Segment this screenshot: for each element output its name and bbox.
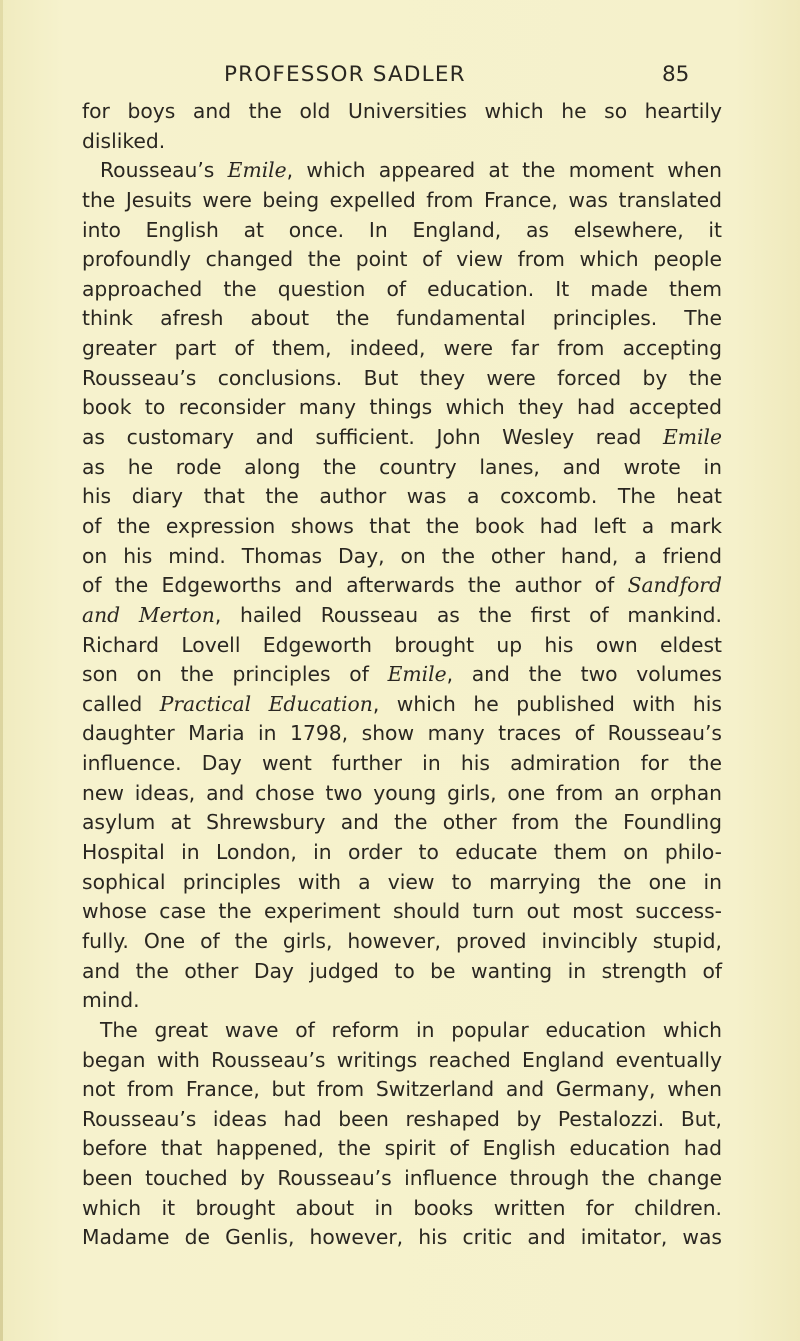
text-line xyxy=(82,660,722,690)
text-line: Rousseau’s conclusions. But they were forced by the xyxy=(82,365,722,390)
running-head: PROFESSOR SADLER xyxy=(224,62,466,87)
text-line xyxy=(82,571,722,601)
text-line xyxy=(82,690,722,720)
text-line: and the other Day judged to be wanting in strength of xyxy=(82,958,722,983)
text-line xyxy=(82,601,722,631)
text-line: not from France, but from Switzerland and Germany, when xyxy=(82,1077,722,1102)
text-line: on his mind. Thomas Day, on the other hand, a friend xyxy=(82,543,722,568)
body-text xyxy=(82,97,722,1253)
page-header xyxy=(0,62,800,92)
text-segment: son on the principles of xyxy=(82,662,388,687)
text-line: mind. xyxy=(82,988,140,1013)
text-segment: Rousseau’s xyxy=(100,158,228,183)
italic-title: Emile xyxy=(227,158,287,183)
text-line: for boys and the old Universities which he so heartily xyxy=(82,99,722,123)
text-segment: of the Edgeworths and afterwards the author of xyxy=(82,573,628,598)
text-segment: , which appeared at the moment when xyxy=(286,158,722,183)
text-line: profoundly changed the point of view from which people xyxy=(82,247,722,272)
text-line: Madame de Genlis, however, his critic and imitator, was xyxy=(82,1225,722,1250)
text-segment: called xyxy=(82,691,160,716)
text-line: think afresh about the fundamental principles. The xyxy=(82,306,722,331)
text-line: daughter Maria in 1798, show many traces of Rousseau’s xyxy=(82,721,722,746)
text-segment: , hailed Rousseau as the first of mankind. xyxy=(214,602,722,627)
text-line xyxy=(82,156,722,186)
text-line: began with Rousseau’s writings reached England eventually xyxy=(82,1047,722,1072)
text-line: Rousseau’s ideas had been reshaped by Pestalozzi. But, xyxy=(82,1106,722,1131)
text-line xyxy=(82,423,722,453)
text-line: influence. Day went further in his admiration for the xyxy=(82,751,722,776)
text-line: before that happened, the spirit of English education had xyxy=(82,1136,722,1161)
text-segment: , and the two volumes xyxy=(446,662,722,687)
text-line: which it brought about in books written for children. xyxy=(82,1195,722,1220)
text-line: Hospital in London, in order to educate them on philo- xyxy=(82,840,722,865)
text-line: the Jesuits were being expelled from France, was translated xyxy=(82,187,722,212)
text-line: The great wave of reform in popular education which xyxy=(100,1017,722,1042)
text-line: whose case the experiment should turn out most success- xyxy=(82,899,722,924)
italic-title: Sandford xyxy=(627,573,722,598)
text-line: new ideas, and chose two young girls, one from an orphan xyxy=(82,780,722,805)
italic-title: Emile xyxy=(387,662,447,687)
text-segment: as customary and sufficient. John Wesley read xyxy=(82,425,663,450)
text-line: greater part of them, indeed, were far from accepting xyxy=(82,336,722,361)
text-line: sophical principles with a view to marrying the one in xyxy=(82,869,722,894)
text-segment: , which he published with his xyxy=(372,691,722,716)
italic-title: and Merton xyxy=(82,602,215,627)
text-line: book to reconsider many things which they had accepted xyxy=(82,395,722,420)
page-edge xyxy=(0,0,3,1341)
text-line: approached the question of education. It made them xyxy=(82,276,722,301)
italic-title: Practical Education xyxy=(159,691,373,716)
text-line: been touched by Rousseau’s influence through the change xyxy=(82,1166,722,1191)
text-line: of the expression shows that the book had left a mark xyxy=(82,513,722,538)
page-number: 85 xyxy=(662,62,690,87)
text-line: Richard Lovell Edgeworth brought up his own eldest xyxy=(82,632,722,657)
text-line: into English at once. In England, as elsewhere, it xyxy=(82,217,722,242)
italic-title: Emile xyxy=(662,425,722,450)
text-line: asylum at Shrewsbury and the other from the Foundling xyxy=(82,810,722,835)
text-line: as he rode along the country lanes, and wrote in xyxy=(82,454,722,479)
text-line: disliked. xyxy=(82,128,166,153)
text-line: fully. One of the girls, however, proved invincibly stupid, xyxy=(82,928,722,953)
text-line: his diary that the author was a coxcomb. The heat xyxy=(82,484,722,509)
